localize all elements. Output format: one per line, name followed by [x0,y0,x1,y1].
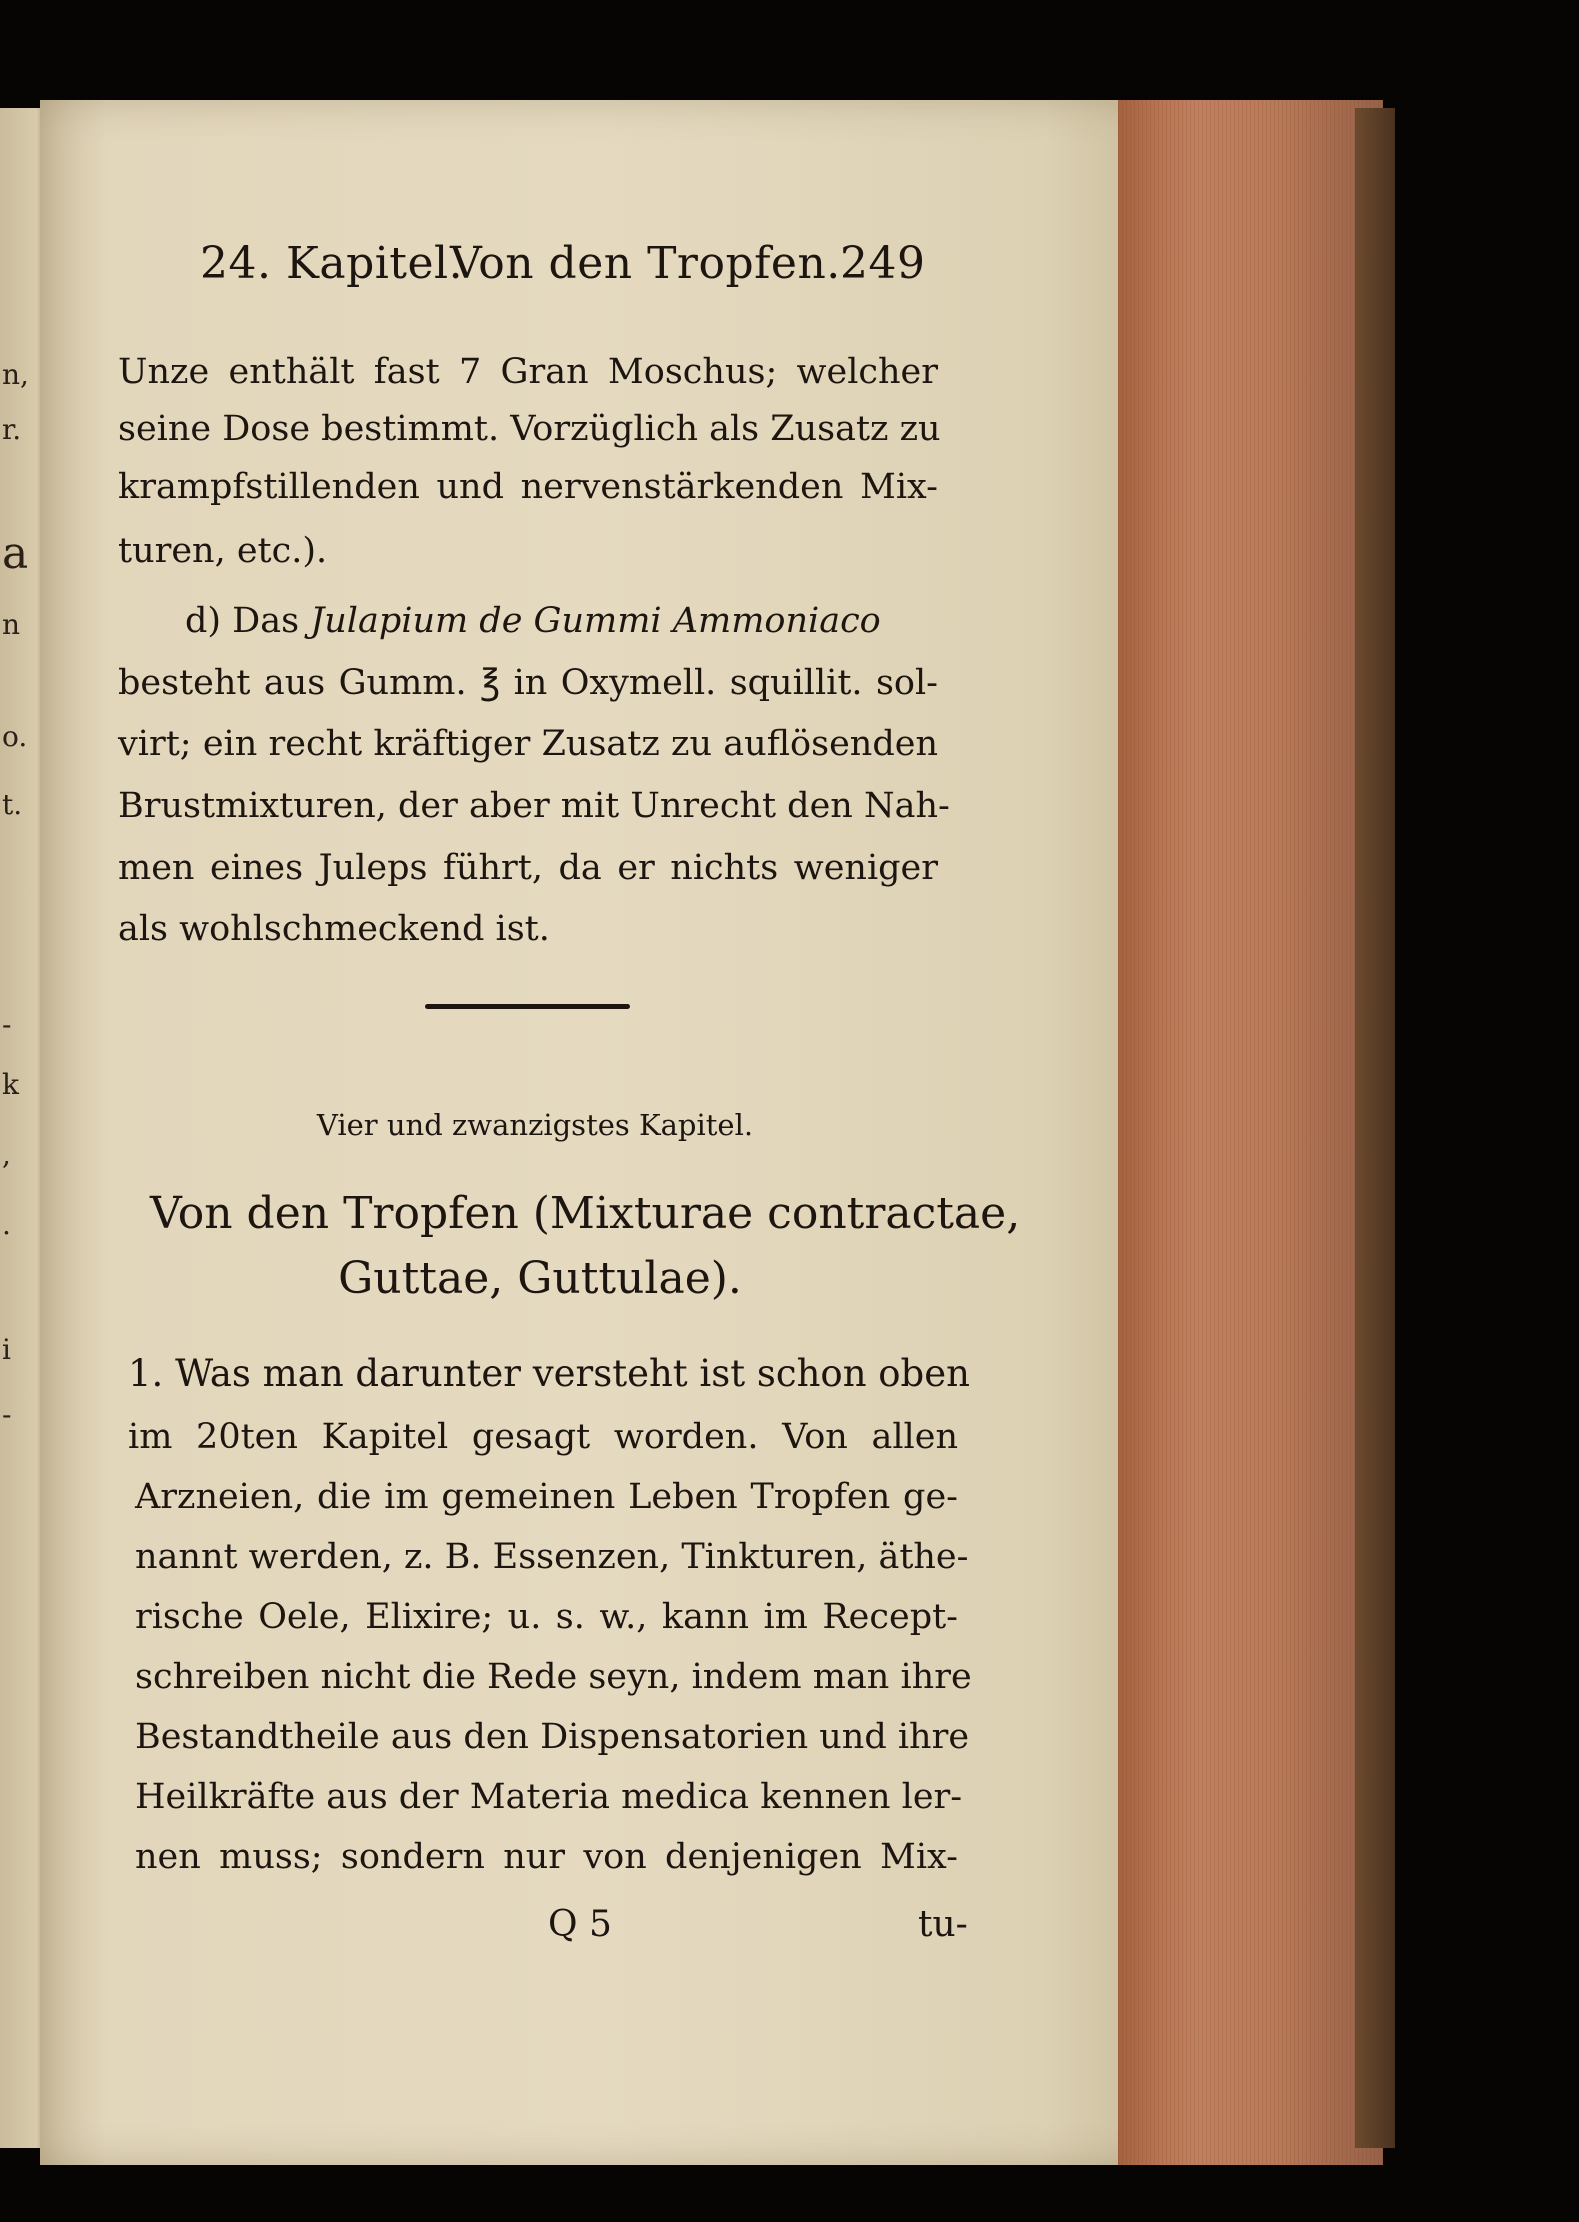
facing-page-fragment: r. [2,413,22,446]
text-line: als wohlschmeckend ist. [118,909,550,949]
text-line: nen muss; sondern nur von denjenigen Mix- [135,1837,958,1877]
text-line: Bestandtheile aus den Dispensatorien und ihre [135,1717,970,1757]
facing-page-fragment: a [2,528,29,579]
text-line: Arzneien, die im gemeinen Leben Tropfen ge- [135,1477,958,1517]
text-line: Unze enthält fast 7 Gran Moschus; welcher [118,352,938,392]
signature-mark: Q 5 [548,1904,612,1945]
chapter-number: Vier und zwanzigstes Kapitel. [316,1108,754,1142]
text-line: turen, etc.). [118,531,328,571]
facing-page-fragment: t. [2,788,23,821]
facing-page-fragment: , [2,1138,11,1171]
item-d-lead [185,601,881,641]
facing-page-fragment: n, [2,358,29,391]
text-line: schreiben nicht die Rede seyn, indem man ihre [135,1657,972,1697]
running-head-title: Von den Tropfen. [450,238,841,289]
facing-page-fragment: i [2,1333,11,1366]
text-line: rische Oele, Elixire; u. s. w., kann im Recept- [135,1597,958,1637]
text-line: im 20ten Kapitel gesagt worden. Von allen [128,1417,958,1457]
catchword: tu- [918,1904,968,1945]
chapter-title-line2: Guttae, Guttulae). [338,1253,742,1304]
facing-page-fragment: k [2,1068,19,1101]
text-line: seine Dose bestimmt. Vorzüglich als Zusatz zu [118,409,941,449]
chapter-title-line1: Von den Tropfen (Mixturae contractae, [150,1188,1021,1239]
text-line: krampfstillenden und nervenstärkenden Mix- [118,467,938,507]
facing-page-fragment: o. [2,720,28,753]
text-line: virt; ein recht kräftiger Zusatz zu auflösenden [118,724,938,764]
facing-page-fragment: n [2,608,21,641]
text-line: besteht aus Gumm. ℥ in Oxymell. squillit. sol- [118,663,938,703]
item-d-latin-name: Julapium de Gummi Ammoniaco [310,601,881,641]
text-line: Brustmixturen, der aber mit Unrecht den Nah- [118,786,950,826]
text-line: 1. Was man darunter versteht ist schon oben [128,1352,970,1395]
running-head-chapter: 24. Kapitel. [200,238,464,289]
page-number: 249 [840,238,926,289]
running-head [200,238,940,308]
facing-page-fragment: - [2,1008,12,1041]
facing-page-fragment: - [2,1398,12,1431]
text-line: men eines Juleps führt, da er nichts weniger [118,848,938,888]
section-divider [425,1004,630,1009]
text-line: nannt werden, z. B. Essenzen, Tinkturen, äthe- [135,1537,969,1577]
text-line: Heilkräfte aus der Materia medica kennen ler- [135,1777,963,1817]
facing-page-fragment: . [2,1208,11,1241]
item-d-label: d) Das [185,601,300,641]
